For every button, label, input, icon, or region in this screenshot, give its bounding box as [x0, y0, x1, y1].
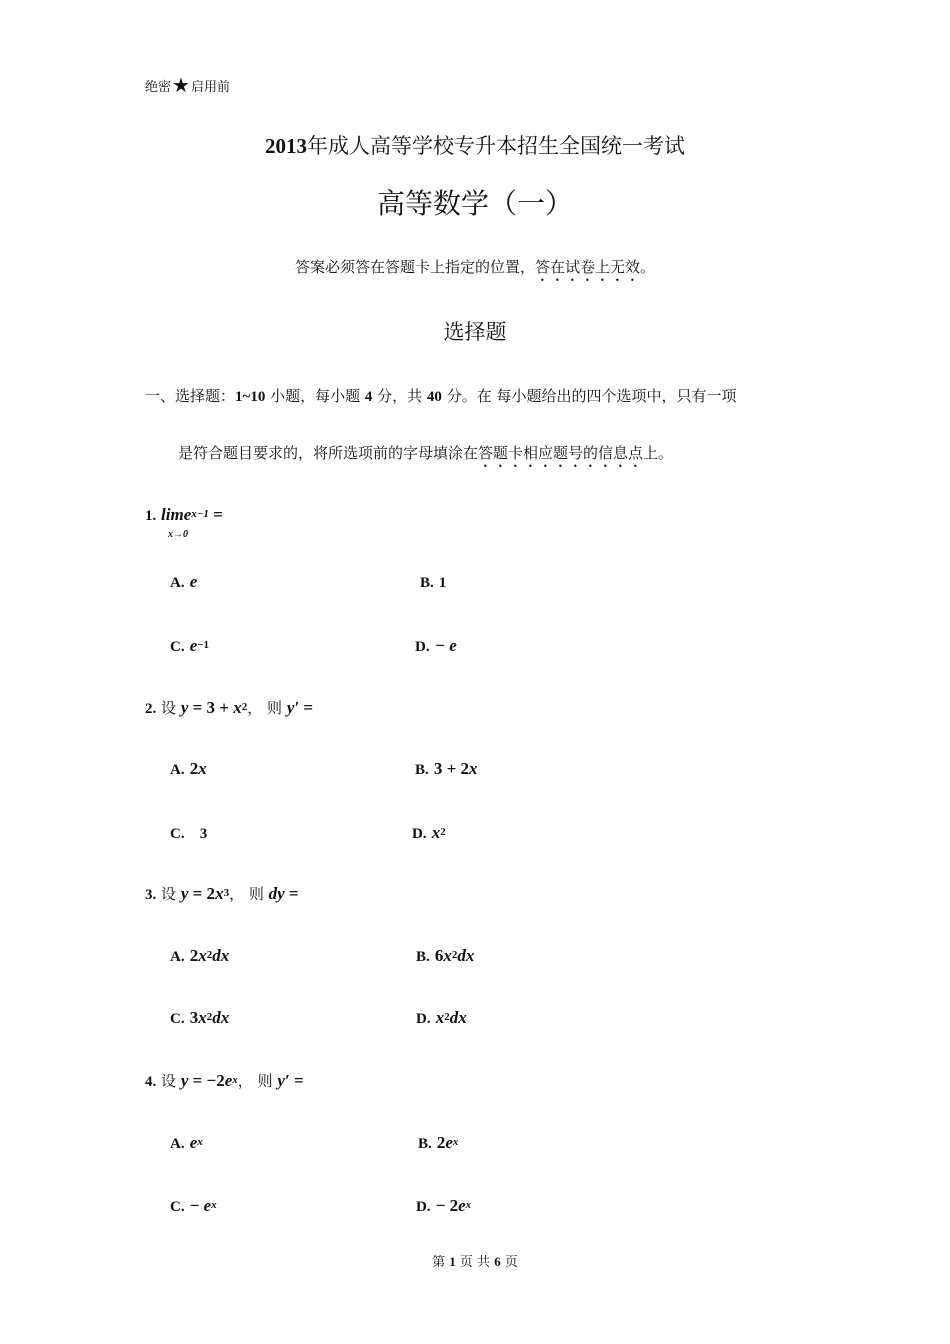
option-letter: C. [170, 639, 185, 655]
option-var: e [203, 1196, 212, 1215]
instructions-line-2 [178, 442, 673, 471]
option-coef: 3 [189, 1008, 199, 1027]
question-2-stem [145, 697, 313, 718]
option-letter: D. [416, 1199, 431, 1215]
option-exponent: 2 [206, 1011, 213, 1023]
option-1a[interactable] [170, 572, 197, 592]
footer-mid: 页 共 [459, 1255, 491, 1270]
option-2c[interactable] [170, 823, 207, 843]
option-exponent: x [452, 1136, 459, 1148]
page-number: 1 [449, 1254, 456, 1269]
option-letter: A. [170, 1136, 185, 1152]
math-lhs: y [180, 884, 189, 903]
option-letter: A. [170, 575, 185, 591]
option-var: x [198, 759, 207, 778]
option-tail: dx [449, 1008, 467, 1027]
question-number: 4. [145, 1074, 157, 1090]
option-value: 3 [199, 826, 208, 842]
question-prefix: 设 [161, 699, 177, 717]
option-var: e [189, 1133, 198, 1152]
notice-emphasis: 答在试卷上无效 [534, 258, 640, 276]
option-var: x [198, 1008, 207, 1027]
option-tail: dx [212, 946, 230, 965]
instr-mid1: 小题，每小题 [265, 387, 365, 405]
page-footer [0, 1251, 950, 1270]
option-var: e [458, 1196, 466, 1215]
math-var: e [224, 1071, 233, 1090]
option-letter: B. [416, 949, 430, 965]
lim-subscript: x→0 [168, 529, 188, 540]
instr-points: 4 [364, 389, 373, 405]
instr-mid2: 分，共 [372, 387, 427, 405]
math-ask: y′ [286, 698, 300, 717]
subject-title: 高等数学（一） [376, 187, 573, 220]
option-var: e [445, 1133, 453, 1152]
question-1-stem [145, 505, 223, 525]
question-prefix: 设 [161, 885, 177, 903]
footer-suffix: 页 [504, 1255, 518, 1270]
question-3-stem [145, 883, 299, 904]
instr2-plain: 是符合题目要求的，将所选项前的字母填涂在 [178, 444, 479, 462]
exam-year: 2013 [265, 134, 307, 158]
option-4c[interactable] [170, 1196, 217, 1216]
instructions-line-1 [145, 385, 736, 406]
confidential-right: 启用前 [190, 80, 230, 95]
question-prefix: 设 [161, 1072, 177, 1090]
option-1b[interactable] [420, 572, 446, 592]
option-3a[interactable] [170, 946, 229, 966]
option-exponent: 2 [444, 1011, 450, 1023]
math-rhs: = 2 [188, 884, 216, 903]
option-letter: D. [416, 1011, 431, 1027]
option-letter: C. [170, 1199, 185, 1215]
footer-prefix: 第 [432, 1255, 446, 1270]
math-exponent: 2 [241, 701, 248, 713]
option-tail: dx [212, 1008, 230, 1027]
option-letter: B. [420, 575, 434, 591]
option-3b[interactable] [416, 946, 474, 966]
math-equals: = [299, 698, 314, 717]
option-coef: 2 [436, 1133, 446, 1152]
option-exponent: −1 [197, 639, 210, 651]
option-3c[interactable] [170, 1008, 229, 1028]
option-coef: 2 [189, 759, 199, 778]
option-coef: − [189, 1196, 204, 1215]
instr2-emphasis: 答题卡相应题号的信息点 [478, 444, 644, 462]
option-var: x [443, 946, 452, 965]
math-ask: dy [268, 884, 285, 903]
option-exponent: 2 [440, 826, 446, 838]
question-number: 2. [145, 701, 157, 717]
option-coef: − 2 [435, 1196, 459, 1215]
option-4b[interactable] [418, 1133, 458, 1153]
option-letter: A. [170, 949, 185, 965]
exam-title-text: 年成人高等学校专升本招生全国统一考试 [307, 134, 685, 158]
option-var: x [469, 759, 478, 778]
math-var: x [233, 698, 242, 717]
option-exponent: 2 [451, 949, 458, 961]
option-4a[interactable] [170, 1133, 203, 1153]
option-letter: C. [170, 826, 185, 842]
math-rhs: = −2 [188, 1071, 225, 1090]
instr-prefix: 一、选择题： [145, 387, 236, 405]
star-icon: ★ [172, 73, 190, 97]
option-1d[interactable] [415, 636, 457, 656]
option-1c[interactable] [170, 636, 209, 656]
option-3d[interactable] [416, 1008, 467, 1028]
option-exponent: x [211, 1199, 217, 1211]
math-exponent: x [232, 1074, 238, 1086]
option-var: x [435, 1008, 445, 1027]
option-coef: 3 + 2 [433, 759, 470, 778]
question-number: 3. [145, 887, 157, 903]
math-equals: = [289, 1071, 304, 1090]
notice-end: 。 [640, 258, 656, 276]
math-equals: = [208, 505, 223, 524]
option-exponent: x [197, 1136, 203, 1148]
option-letter: D. [412, 826, 427, 842]
option-coef: 6 [434, 946, 444, 965]
notice-plain: 答案必须答在答题卡上指定的位置， [294, 258, 535, 276]
question-4-stem [145, 1070, 304, 1091]
question-middle: ， 则 [229, 885, 264, 903]
math-var: x [215, 884, 224, 903]
option-coef: 2 [189, 946, 199, 965]
math-equals: = [284, 884, 299, 903]
option-2b[interactable] [415, 759, 478, 779]
math-exponent: x−1 [191, 508, 209, 520]
option-exponent: 2 [206, 949, 213, 961]
math-exponent: 3 [223, 887, 230, 899]
option-letter: D. [415, 639, 430, 655]
option-letter: B. [415, 762, 429, 778]
question-middle: ， 则 [247, 699, 283, 717]
answer-notice [0, 256, 950, 285]
question-number: 1. [145, 508, 157, 524]
option-value: − e [434, 636, 457, 655]
instr-range: 1~10 [235, 389, 266, 405]
option-var: x [431, 823, 441, 842]
option-exponent: x [465, 1199, 472, 1211]
instr2-end: 上。 [643, 444, 674, 462]
instr-total: 40 [426, 389, 442, 405]
option-letter: B. [418, 1136, 432, 1152]
math-base: e [183, 505, 192, 524]
option-tail: dx [457, 946, 475, 965]
option-value: e [189, 636, 198, 655]
option-var: x [198, 946, 207, 965]
option-value: 1 [438, 575, 447, 591]
math-lhs: y [180, 698, 189, 717]
lim-symbol: lim [161, 505, 184, 524]
math-rhs: = 3 + [188, 698, 234, 717]
option-4d[interactable] [416, 1196, 471, 1216]
math-ask: y′ [277, 1071, 290, 1090]
confidential-left: 绝密 [145, 80, 172, 95]
option-letter: C. [170, 1011, 185, 1027]
option-letter: A. [170, 762, 185, 778]
option-2a[interactable] [170, 759, 207, 779]
confidential-mark [145, 72, 230, 96]
question-middle: ， 则 [237, 1072, 273, 1090]
math-lhs: y [180, 1071, 189, 1090]
page-total: 6 [494, 1254, 501, 1269]
instr-mid3: 分。在 每小题给出的四个选项中，只有一项 [441, 387, 737, 405]
option-2d[interactable] [412, 823, 446, 843]
exam-title [0, 130, 950, 160]
section-title: 选择题 [443, 320, 507, 344]
option-value: e [189, 572, 198, 591]
